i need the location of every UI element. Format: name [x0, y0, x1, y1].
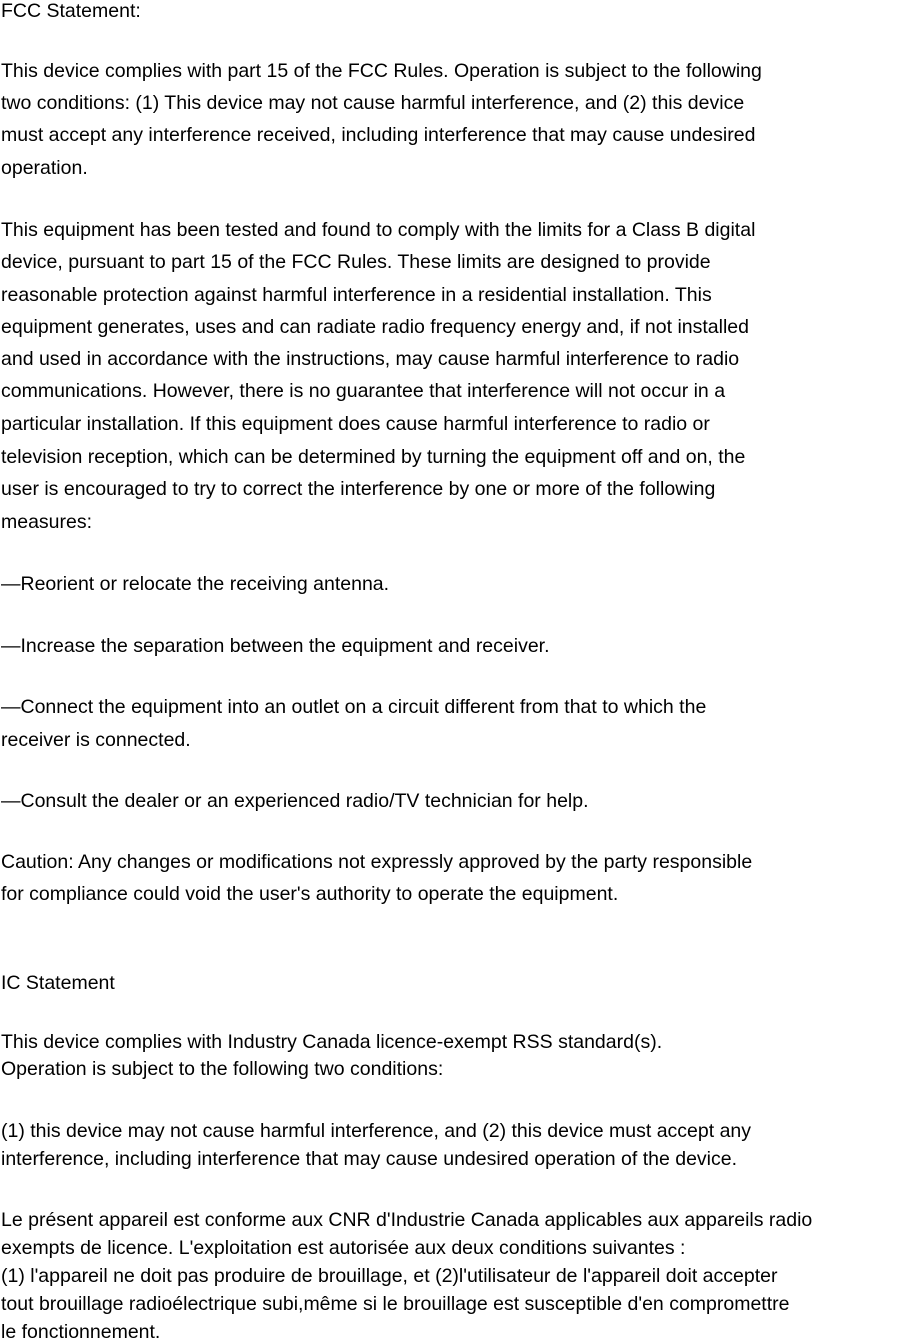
- fcc-p2-line: This equipment has been tested and found to comply with the limits for a Class B digital: [1, 219, 756, 241]
- fcc-p2-line: equipment generates, uses and can radiate radio frequency energy and, if not installed: [1, 316, 749, 338]
- fcc-p1-line: This device complies with part 15 of the FCC Rules. Operation is subject to the following: [1, 60, 762, 82]
- fcc-p1-line: must accept any interference received, including interference that may cause undesired: [1, 124, 756, 146]
- fcc-p2-line: device, pursuant to part 15 of the FCC Rules. These limits are designed to provide: [1, 251, 711, 273]
- measure-item-outlet-cont: receiver is connected.: [1, 729, 191, 751]
- fcc-p2-line: measures:: [1, 511, 93, 533]
- fcc-p1-line: operation.: [1, 157, 88, 179]
- ic-heading: IC Statement: [1, 972, 115, 994]
- fcc-p2-line: particular installation. If this equipment does cause harmful interference to radio or: [1, 413, 710, 435]
- fcc-p2-line: communications. However, there is no guarantee that interference will not occur in a: [1, 380, 726, 402]
- ic-p2-line: (1) this device may not cause harmful interference, and (2) this device must accept any: [1, 1120, 752, 1142]
- ic-fr-line: le fonctionnement.: [1, 1321, 161, 1343]
- caution-line: Caution: Any changes or modifications not expressly approved by the party responsible: [1, 851, 753, 873]
- measure-item-reorient: —Reorient or relocate the receiving antenna.: [1, 573, 390, 595]
- measure-item-outlet: —Connect the equipment into an outlet on a circuit different from that to which the: [1, 696, 707, 718]
- fcc-p2-line: and used in accordance with the instructions, may cause harmful interference to radio: [1, 348, 740, 370]
- measure-item-consult: —Consult the dealer or an experienced radio/TV technician for help.: [1, 790, 589, 812]
- fcc-p2-line: user is encouraged to try to correct the interference by one or more of the following: [1, 478, 716, 500]
- ic-fr-line: tout brouillage radioélectrique subi,même si le brouillage est susceptible d'en compromettre: [1, 1293, 790, 1315]
- fcc-p2-line: television reception, which can be determined by turning the equipment off and on, the: [1, 446, 746, 468]
- fcc-p2-line: reasonable protection against harmful interference in a residential installation. This: [1, 284, 712, 306]
- ic-p1-line: Operation is subject to the following two conditions:: [1, 1058, 444, 1080]
- ic-p1-line: This device complies with Industry Canada licence-exempt RSS standard(s).: [1, 1031, 663, 1053]
- fcc-p1-line: two conditions: (1) This device may not cause harmful interference, and (2) this device: [1, 92, 745, 114]
- ic-fr-line: Le présent appareil est conforme aux CNR d'Industrie Canada applicables aux appareils radio: [1, 1209, 813, 1231]
- ic-fr-line: exempts de licence. L'exploitation est autorisée aux deux conditions suivantes :: [1, 1237, 686, 1259]
- fcc-heading: FCC Statement:: [1, 0, 141, 22]
- ic-p2-line: interference, including interference that may cause undesired operation of the device.: [1, 1148, 738, 1170]
- caution-line: for compliance could void the user's authority to operate the equipment.: [1, 883, 619, 905]
- measure-item-separation: —Increase the separation between the equipment and receiver.: [1, 635, 550, 657]
- ic-fr-line: (1) l'appareil ne doit pas produire de brouillage, et (2)l'utilisateur de l'appareil doit accepter: [1, 1265, 778, 1287]
